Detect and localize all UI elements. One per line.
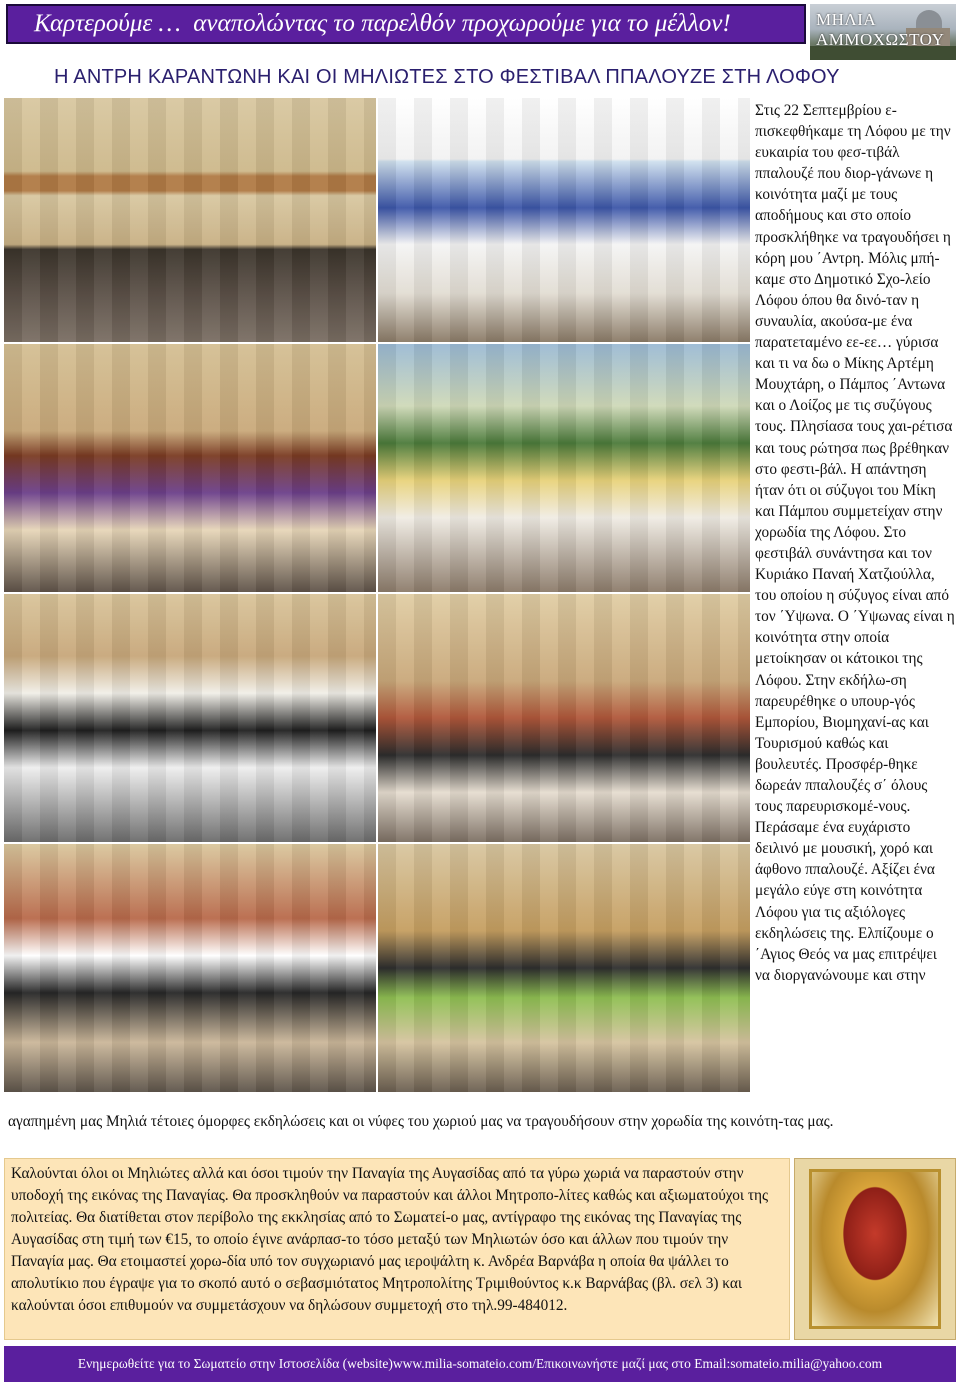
event-notice (4, 1158, 790, 1340)
footer-contact-text: Ενημερωθείτε για το Σωματείο στην Ιστοσελίδα (website)www.milia-somateio.com/Επικοινωνήστε μαζί μας στο Email:somateio.milia@yahoo.com (77, 1356, 883, 1371)
logo-text (816, 10, 944, 50)
photo-folk-dance (4, 344, 376, 592)
panagia-icon-painting (809, 1169, 941, 1329)
photo-group-portrait (378, 98, 750, 342)
event-notice-text: Καλούνται όλοι οι Μηλιώτες αλλά και όσοι τιμούν την Παναγία της Αυγασίδας από τα γύρω χωριά να παραστούν στην υποδοχή της εικόνας της Παναγίας. Θα προσκληθούν να παραστούν και άλλοι Μητροπο-λίτες καθώς και αξιωματούχοι της πολιτείας. Θα διατίθεται στον περίβολο της εκκλησίας από το Σωματεί-ο μας, αντίγραφο της εικόνας της Παναγίας της Αυγασίδας στη τιμή των €15, το οποίο έγινε ανάρπασ-το τόσο μεταξύ των Μηλιωτών όσο και άλλων που τιμούν την Παναγία μας. Θα ετοιμαστεί χορω-δία υπό τον συγχωριανό μας ιεροψάλτη κ. Ανδρέα Βαρνάβα η οποία θα ψάλλει το απολυτίκιο που έγραψε για το σκοπό αυτό ο σεβασμιότατος Μητροπολίτης Τριμιθούντος κ.κ Βαρνάβας (βλ. σελ 3) και καλούνται όσοι επιθυμούν να συμμετάσχουν να δηλώσουν συμμετοχή στο τηλ.99-484012. (11, 1165, 769, 1314)
photo-choir (4, 594, 376, 842)
article-title: Η ΑΝΤΡΗ ΚΑΡΑΝΤΩΝΗ ΚΑΙ ΟΙ ΜΗΛΙΩΤΕΣ ΣΤΟ ΦΕΣΤΙΒΑΛ ΠΠΑΛΟΥΖΕ ΣΤΗ ΛΟΦΟΥ (54, 66, 840, 88)
article-column-text: Στις 22 Σεπτεμβρίου ε-πισκεφθήκαμε τη Λόφου με την ευκαιρία του φεσ-τιβάλ ππαλουζέ που διορ-γάνωνε η κοινότητα μαζί με τους αποδήμους και στο οποίο προσκλήθηκε να τραγουδήσει η κόρη μου ΄Αντρη. Μόλις μπή-καμε στο Δημοτικό Σχο-λείο Λόφου όπου θα δινό-ταν η συναυλία, ακούσα-με ένα παρατεταμένο εε-εε… γύρισα και τι να δω ο Μίκης Αρτέμη Μουχτάρη, ο Πάμπος ΄Αντωνα και ο Λοίζος με τις συζύγους τους. Πλησίασα τους χαι-ρέτισα και τους ρώτησα πως βρέθηκαν στο φεστι-βάλ. Η απάντηση ήταν ότι οι σύζυγοι του Μίκη και Πάμπου συμμετείχαν στην χορωδία της Λόφου. Στο φεστιβάλ συνάντησα και τον Κυριάκο Παναή Χατζιούλλα, του οποίου η σύζυγος είναι από τον ΄Υψωνα. Ο ΄Υψωνας είναι η κοινότητα στην οποία μετοίκησαν οι κάτοικοι της Λόφου. Στην εκδήλω-ση παρευρέθηκε ο υπουρ-γός Εμπορίου, Βιομηχανί-ας και Τουρισμού καθώς και βουλευτές. Προσφέρ-θηκε δωρεάν ππαλουζές σ΄ όλους τους παρευρισκομέ-νους. Περάσαμε ένα ευχάριστο δειλινό με μουσική, χορό και άφθονο ππαλουζέ. Αξίζει ένα μεγάλο εύγε στη κοινότητα Λόφου για τις αξιόλογες εκδηλώσεις της. Ελπίζουμε ο ΄Αγιος Θεός να μας επιτρέψει να διοργανώνουμε και στην (755, 102, 955, 984)
photo-stage-performance (4, 98, 376, 342)
photo-basket-carriers (378, 844, 750, 1092)
header-slogan: Καρτερούμε … αναπολώντας το παρελθόν προχωρούμε για το μέλλον! (34, 10, 731, 37)
village-logo (810, 4, 956, 60)
photo-pottery-scene (4, 844, 376, 1092)
logo-text-line-2: ΑΜΜΟΧΩΣΤΟΥ (816, 30, 945, 49)
logo-text-line-1: ΜΗΛΙΑ (816, 10, 877, 29)
photo-guests (378, 344, 750, 592)
photo-performers (378, 594, 750, 842)
footer-banner (4, 1346, 956, 1382)
panagia-icon-image (794, 1158, 956, 1340)
article-continuation-text: αγαπημένη μας Μηλιά τέτοιες όμορφες εκδηλώσεις και οι νύφες του χωριού μας να τραγουδήσουν στην χορωδία της κοινότη-τας μας. (8, 1113, 834, 1130)
header-banner (6, 4, 806, 44)
